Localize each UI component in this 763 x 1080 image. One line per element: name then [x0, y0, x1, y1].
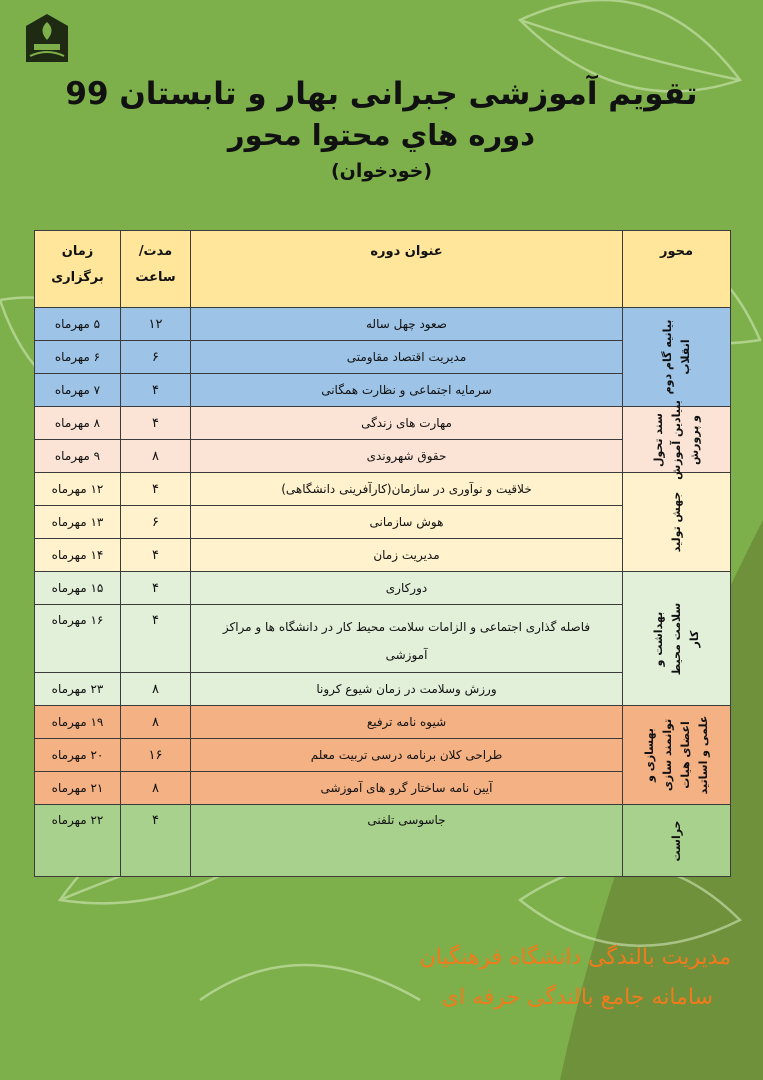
- table-row: [35, 572, 731, 605]
- course-duration: ۱۶: [121, 739, 191, 772]
- course-duration: ۴: [121, 407, 191, 440]
- course-duration: ۱۲: [121, 308, 191, 341]
- course-title: مدیریت زمان: [191, 539, 623, 572]
- course-title: هوش سازمانی: [191, 506, 623, 539]
- table-row: [35, 407, 731, 440]
- table-header-row: [35, 231, 731, 308]
- axis-cell: حراست: [623, 805, 731, 877]
- course-title: دورکاری: [191, 572, 623, 605]
- course-date: ۶ مهرماه: [35, 341, 121, 374]
- table-row: [35, 308, 731, 341]
- course-date: ۱۹ مهرماه: [35, 706, 121, 739]
- footer-system-name: سامانه جامع بالندگی حرفه ای: [441, 985, 713, 1010]
- course-title: جاسوسی تلفنی: [191, 805, 623, 877]
- course-duration: ۶: [121, 341, 191, 374]
- header-date: زمان برگزاری: [35, 231, 121, 308]
- course-title: سرمایه اجتماعی و نظارت همگانی: [191, 374, 623, 407]
- course-date: ۱۴ مهرماه: [35, 539, 121, 572]
- course-date: ۲۱ مهرماه: [35, 772, 121, 805]
- course-date: ۷ مهرماه: [35, 374, 121, 407]
- course-duration: ۸: [121, 673, 191, 706]
- course-duration: ۴: [121, 473, 191, 506]
- course-title: ورزش وسلامت در زمان شیوع کرونا: [191, 673, 623, 706]
- course-date: ۲۰ مهرماه: [35, 739, 121, 772]
- axis-cell: سند تحول بنیادین آموزش و پرورش: [623, 407, 731, 473]
- course-title: شیوه نامه ترفیع: [191, 706, 623, 739]
- course-duration: ۴: [121, 374, 191, 407]
- course-duration: ۸: [121, 440, 191, 473]
- course-date: ۲۲ مهرماه: [35, 805, 121, 877]
- header-axis: محور: [623, 231, 731, 308]
- course-date: ۵ مهرماه: [35, 308, 121, 341]
- header-duration: مدت/ ساعت: [121, 231, 191, 308]
- header-course: عنوان دوره: [191, 231, 623, 308]
- course-title: طراحی کلان برنامه درسی تربیت معلم: [191, 739, 623, 772]
- course-duration: ۸: [121, 706, 191, 739]
- table-row: [35, 706, 731, 739]
- course-schedule-table: [34, 230, 731, 885]
- course-duration: ۴: [121, 539, 191, 572]
- course-title: آیین نامه ساختار گرو های آموزشی: [191, 772, 623, 805]
- logo-icon: [22, 12, 72, 84]
- page-title: تقویم آموزشی جبرانی بهار و تابستان 99: [65, 76, 698, 112]
- course-duration: ۴: [121, 605, 191, 673]
- footer-organization: مدیریت بالندگی دانشگاه فرهنگیان: [419, 945, 731, 970]
- axis-cell: بهداشت و سلامت محیط کار: [623, 572, 731, 706]
- course-title: مدیریت اقتصاد مقاومتی: [191, 341, 623, 374]
- course-duration: ۴: [121, 805, 191, 877]
- course-duration: ۴: [121, 572, 191, 605]
- course-title: فاصله گذاری اجتماعی و الزامات سلامت محیط کار در دانشگاه ها و مراکز آموزشی: [191, 605, 623, 673]
- course-date: ۱۳ مهرماه: [35, 506, 121, 539]
- course-duration: ۶: [121, 506, 191, 539]
- table-row: [35, 805, 731, 877]
- course-title: مهارت های زندگی: [191, 407, 623, 440]
- course-date: ۲۳ مهرماه: [35, 673, 121, 706]
- page-subtitle: دوره هاي محتوا محور: [227, 118, 536, 152]
- course-title: خلاقیت و نوآوری در سازمان(کارآفرینی دانشگاهی): [191, 473, 623, 506]
- course-date: ۱۶ مهرماه: [35, 605, 121, 673]
- axis-cell: بهسازی و توانمند سازی اعضای هیات علمی و اساتید: [623, 706, 731, 805]
- axis-cell: بیانیه گام دوم انقلاب: [623, 308, 731, 407]
- course-date: ۹ مهرماه: [35, 440, 121, 473]
- table-row: [35, 473, 731, 506]
- course-title: حقوق شهروندی: [191, 440, 623, 473]
- course-duration: ۸: [121, 772, 191, 805]
- university-logo: [22, 12, 72, 84]
- course-date: ۸ مهرماه: [35, 407, 121, 440]
- page-subtitle-note: (خودخوان): [330, 160, 433, 182]
- course-date: ۱۲ مهرماه: [35, 473, 121, 506]
- course-date: ۱۵ مهرماه: [35, 572, 121, 605]
- axis-cell: جهش تولید: [623, 473, 731, 572]
- course-title: صعود چهل ساله: [191, 308, 623, 341]
